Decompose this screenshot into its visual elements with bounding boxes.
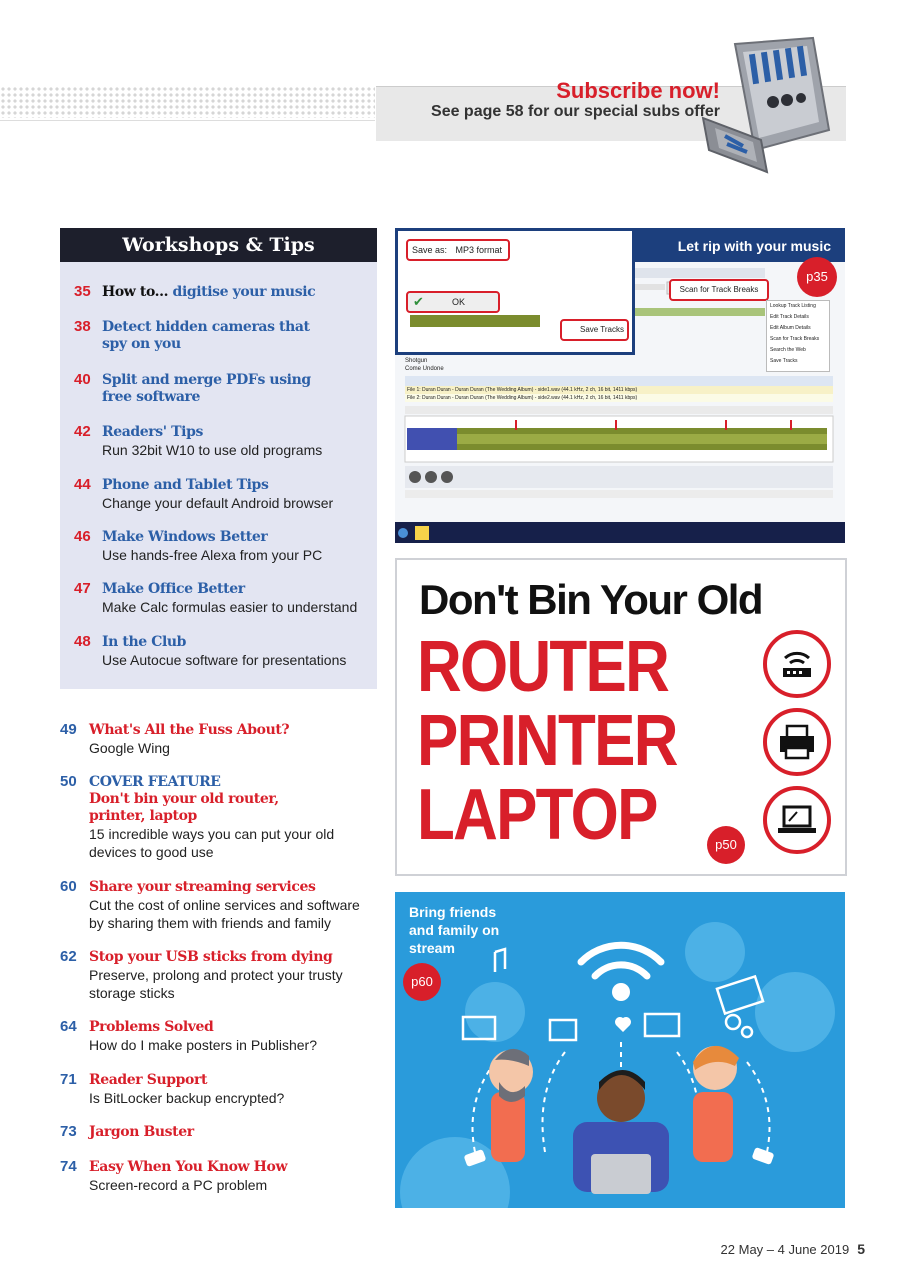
entry-description: How do I make posters in Publisher?	[89, 1037, 317, 1053]
ok-button[interactable]: ✔ OK	[406, 291, 500, 313]
track-list	[405, 357, 444, 373]
page-number: 42	[74, 423, 91, 440]
toc-entry-44[interactable]	[74, 476, 374, 514]
streaming-promo[interactable]	[395, 892, 845, 1208]
toc-entry-40[interactable]	[74, 371, 374, 409]
cover-word-printer: PRINTER	[417, 701, 677, 781]
entry-title: How to... digitise your music	[102, 284, 316, 300]
save-dialog-inset	[395, 228, 635, 355]
page-number: 35	[74, 283, 91, 300]
toc-entry-46[interactable]	[74, 528, 374, 566]
entry-description: Make Calc formulas easier to understand	[102, 599, 358, 615]
page-number: 49	[60, 721, 77, 738]
page-footer	[721, 1241, 865, 1257]
entry-description-line2: by sharing them with friends and family	[89, 915, 331, 931]
page-number: 64	[60, 1018, 77, 1035]
entry-description: Preserve, prolong and protect your trusty	[89, 967, 343, 983]
entry-description: Is BitLocker backup encrypted?	[89, 1090, 285, 1106]
side-menu-item[interactable]: Lookup Track Listing	[770, 303, 816, 309]
toc-entry-71[interactable]	[60, 1071, 380, 1109]
entry-title: Share your streaming services	[89, 879, 316, 895]
page-number: 47	[74, 580, 91, 597]
cover-feature-promo[interactable]	[395, 558, 847, 876]
entry-description: 15 incredible ways you can put your old	[89, 826, 335, 842]
entry-title: Problems Solved	[89, 1019, 214, 1035]
mini-waveform	[410, 315, 540, 327]
toc-entry-60[interactable]	[60, 878, 380, 934]
entry-title-line2: spy on you	[102, 336, 181, 352]
music-software-screenshot[interactable]	[395, 228, 845, 543]
save-tracks-button[interactable]: Save Tracks	[560, 319, 629, 341]
entry-description-line2: storage sticks	[89, 985, 175, 1001]
entry-title: What's All the Fuss About?	[89, 722, 290, 738]
side-menu-item[interactable]: Edit Track Details	[770, 314, 809, 320]
entry-title: Stop your USB sticks from dying	[89, 949, 333, 965]
entry-title: Don't bin your old router,	[89, 791, 279, 807]
page-number: 71	[60, 1071, 77, 1088]
streaming-promo-text: Bring friends and family on stream	[409, 904, 500, 956]
workshops-heading: Workshops & Tips	[60, 228, 377, 262]
entry-title: Split and merge PDFs using	[102, 372, 311, 388]
page-number: 40	[74, 371, 91, 388]
toc-entry-73[interactable]	[60, 1123, 380, 1145]
toc-entry-38[interactable]	[74, 318, 374, 356]
entry-label: COVER FEATURE	[89, 774, 221, 790]
toc-entry-62[interactable]	[60, 948, 380, 1004]
toc-entry-42[interactable]	[74, 423, 374, 461]
subscribe-title[interactable]: Subscribe now!	[556, 78, 720, 103]
file-list	[407, 386, 637, 402]
entry-description: Screen-record a PC problem	[89, 1177, 268, 1193]
page-badge-p60: p60	[403, 963, 441, 1001]
page-badge-p35: p35	[797, 257, 837, 297]
entry-description-line2: devices to good use	[89, 844, 214, 860]
page-number: 73	[60, 1123, 77, 1140]
cover-word-router: ROUTER	[417, 627, 669, 707]
entry-description: Cut the cost of online services and software	[89, 897, 360, 913]
toc-entry-74[interactable]	[60, 1158, 380, 1196]
cover-word-laptop: LAPTOP	[417, 775, 657, 855]
save-as-field[interactable]: Save as: MP3 format	[406, 239, 510, 261]
page-number: 50	[60, 773, 77, 790]
entry-title: Detect hidden cameras that	[102, 319, 310, 335]
entry-title: Jargon Buster	[89, 1124, 194, 1140]
entry-description: Use hands-free Alexa from your PC	[102, 547, 323, 563]
check-icon: ✔	[413, 294, 424, 309]
side-menu-item[interactable]: Save Tracks	[770, 358, 798, 364]
side-menu	[766, 300, 830, 372]
entry-description: Run 32bit W10 to use old programs	[102, 442, 323, 458]
toc-entry-49[interactable]	[60, 721, 380, 759]
title-prefix: How to...	[102, 284, 169, 300]
page-number: 38	[74, 318, 91, 335]
entry-title: Phone and Tablet Tips	[102, 477, 269, 493]
printer-icon	[763, 708, 831, 776]
track-name[interactable]: Come Undone	[405, 366, 444, 372]
page-number: 62	[60, 948, 77, 965]
toc-entry-47[interactable]	[74, 580, 374, 618]
page-number: 48	[74, 633, 91, 650]
toc-entry-35[interactable]	[74, 283, 374, 305]
toolkit-image	[695, 34, 835, 176]
entry-title: Reader Support	[89, 1072, 208, 1088]
entry-description: Use Autocue software for presentations	[102, 652, 347, 668]
page-number: 74	[60, 1158, 77, 1175]
cover-headline: Don't Bin Your Old	[419, 576, 763, 623]
entry-title: Make Windows Better	[102, 529, 268, 545]
entry-title-line2: free software	[102, 389, 201, 405]
entry-title-line2: printer, laptop	[89, 808, 197, 824]
track-name[interactable]: Shotgun	[405, 358, 428, 364]
folio-number: 5	[857, 1241, 865, 1257]
issue-date: 22 May – 4 June 2019	[720, 1242, 850, 1257]
toc-entry-48[interactable]	[74, 633, 374, 671]
divider-line	[0, 120, 375, 121]
side-menu-item[interactable]: Scan for Track Breaks	[770, 336, 820, 342]
entry-title: In the Club	[102, 634, 187, 650]
subscribe-text: See page 58 for our special subs offer	[431, 103, 720, 120]
router-icon	[763, 630, 831, 698]
side-menu-item[interactable]: Search the Web	[770, 347, 806, 353]
page-number: 60	[60, 878, 77, 895]
page-number: 44	[74, 476, 91, 493]
page-number: 46	[74, 528, 91, 545]
file-row[interactable]: File 1: Duran Duran - Duran Duran (The Wedding Album) - side1.wav (44.1 kHz, 2 ch, 16 bit, 1411 kbps)	[407, 387, 638, 393]
page-badge-p50: p50	[707, 826, 745, 864]
laptop-icon	[763, 786, 831, 854]
entry-description: Google Wing	[89, 740, 170, 756]
screenshot-title: Let rip with your music	[677, 238, 831, 254]
scan-track-breaks-button[interactable]: Scan for Track Breaks	[669, 279, 769, 301]
toc-entry-64[interactable]	[60, 1018, 380, 1056]
entry-description: Change your default Android browser	[102, 495, 334, 511]
dotted-divider	[0, 86, 375, 118]
entry-title: Make Office Better	[102, 581, 245, 597]
file-row[interactable]: File 2: Duran Duran - Duran Duran (The Wedding Album) - side2.wav (44.1 kHz, 2 ch, 16 bit, 1411 kbps)	[407, 395, 638, 401]
toc-entry-50[interactable]	[60, 773, 380, 863]
side-menu-item[interactable]: Edit Album Details	[770, 325, 811, 331]
entry-title: Easy When You Know How	[89, 1159, 288, 1175]
entry-title: Readers' Tips	[102, 424, 203, 440]
